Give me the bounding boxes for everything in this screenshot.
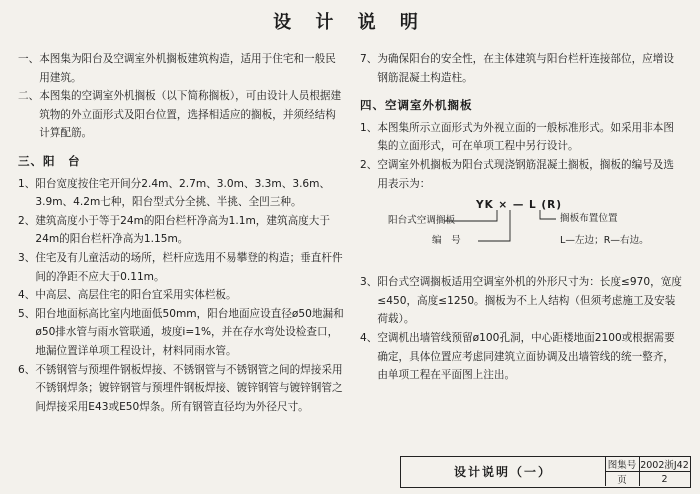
section-3-item xyxy=(18,175,346,212)
item-number: 4、 xyxy=(360,331,378,344)
item-number: 2、 xyxy=(360,158,378,171)
item-text: 中高层、高层住宅的阳台宜采用实体栏板。 xyxy=(35,289,237,302)
page-number: 2 xyxy=(661,473,668,485)
page-label: 页 xyxy=(617,475,627,486)
right-column xyxy=(360,50,684,385)
section-4-item xyxy=(360,329,684,385)
section-4-item xyxy=(360,273,684,329)
item-text: 建筑高度小于等于24m的阳台栏杆净高为1.1m，建筑高度大于24m的阳台栏杆净高为1.15m。 xyxy=(35,214,330,246)
title-block xyxy=(400,456,691,488)
item-text: 阳台宽度按住宅开间分2.4m、2.7m、3.0m、3.3m、3.6m、3.9m、4.2m七种，阳台型式分全挑、半挑、全凹三种。 xyxy=(35,177,331,209)
item-7-number: 7、 xyxy=(360,53,378,65)
left-column xyxy=(18,50,346,416)
section-3-item xyxy=(18,249,346,286)
label-balcony-ac-shelf: 阳台式空调搁板 xyxy=(388,215,456,227)
item-number: 3、 xyxy=(18,251,36,264)
item-number: 3、 xyxy=(360,276,378,289)
paragraph-2 xyxy=(18,87,346,143)
designation-code: YK × — L (R) xyxy=(476,199,563,212)
section-3-item xyxy=(18,286,346,305)
item-number: 6、 xyxy=(18,363,36,376)
item-text: 空调室外机搁板为阳台式现浇钢筋混凝土搁板，搁板的编号及选用表示为： xyxy=(377,158,674,190)
designation-diagram xyxy=(360,195,684,269)
item-text: 不锈钢管与预埋件钢板焊接、不锈钢管与不锈钢管之间的焊接采用不锈钢焊条；镀锌钢管与预埋件钢板焊接、镀锌钢管与镀锌钢管之间焊接采用E43或E50焊条。所有钢管直径均为外径尺寸。 xyxy=(35,363,343,413)
label-left-right: L—左边；R—右边。 xyxy=(560,235,649,247)
drawing-name: 设计说明（一） xyxy=(401,457,606,486)
item-number: 2、 xyxy=(18,214,36,227)
section-3-item xyxy=(18,305,346,361)
item-7 xyxy=(360,50,684,87)
section-4-heading: 四、空调室外机搁板 xyxy=(360,98,473,113)
atlas-number-label: 图集号 xyxy=(607,460,637,471)
item-text: 本图集所示立面形式为外视立面的一般标准形式。如采用非本图集的立面形式，可在单项工程中另行设计。 xyxy=(377,121,674,153)
item-text: 空调机出墙管线预留ø100孔洞，中心距楼地面2100或根据需要确定，具体位置应考虑同建筑立面协调及出墙管线的统一整齐，由单项工程在平面图上注出。 xyxy=(377,331,675,382)
item-text: 住宅及有儿童活动的场所，栏杆应选用不易攀登的构造；垂直杆件间的净距不应大于0.11m。 xyxy=(35,251,343,283)
atlas-number-value: 2002浙J42 xyxy=(640,460,689,471)
paragraph-1 xyxy=(18,50,346,87)
section-4-item xyxy=(360,156,684,193)
paragraph-1-text: 本图集为阳台及空调室外机搁板建筑构造，适用于住宅和一般民用建筑。 xyxy=(39,53,336,84)
item-7-text: 为确保阳台的安全性，在主体建筑与阳台栏杆连接部位，应增设钢筋混凝土构造柱。 xyxy=(377,53,674,84)
page-title: 设 计 说 明 xyxy=(273,12,427,33)
label-shelf-position: 搁板布置位置 xyxy=(560,213,618,225)
section-3-heading: 三、阳 台 xyxy=(18,153,81,168)
item-number: 1、 xyxy=(18,177,36,190)
section-4-item xyxy=(360,119,684,156)
section-3-item xyxy=(18,212,346,249)
label-number: 编 号 xyxy=(432,235,461,247)
paragraph-1-number: 一、 xyxy=(18,53,40,65)
item-text: 阳台式空调搁板适用空调室外机的外形尺寸为：长度≤970，宽度≤450，高度≤1250。搁板为不上人结构（但须考虑施工及安装荷载）。 xyxy=(377,276,682,326)
item-number: 1、 xyxy=(360,121,378,134)
paragraph-2-number: 二、 xyxy=(18,90,40,103)
item-number: 4、 xyxy=(18,289,36,302)
section-3-item xyxy=(18,361,346,417)
item-number: 5、 xyxy=(18,307,36,320)
paragraph-2-text: 本图集的空调室外机搁板（以下简称搁板），可由设计人员根据建筑物的外立面形式及阳台位置，选择相适应的搁板，并须经结构计算配筋。 xyxy=(39,90,342,140)
item-text: 阳台地面标高比室内地面低50mm，阳台地面应设直径ø50地漏和ø50排水管与雨水管联通，坡度i=1%，并在存水弯处设检查口，地漏位置详单项工程设计，材料同雨水管。 xyxy=(35,307,344,357)
